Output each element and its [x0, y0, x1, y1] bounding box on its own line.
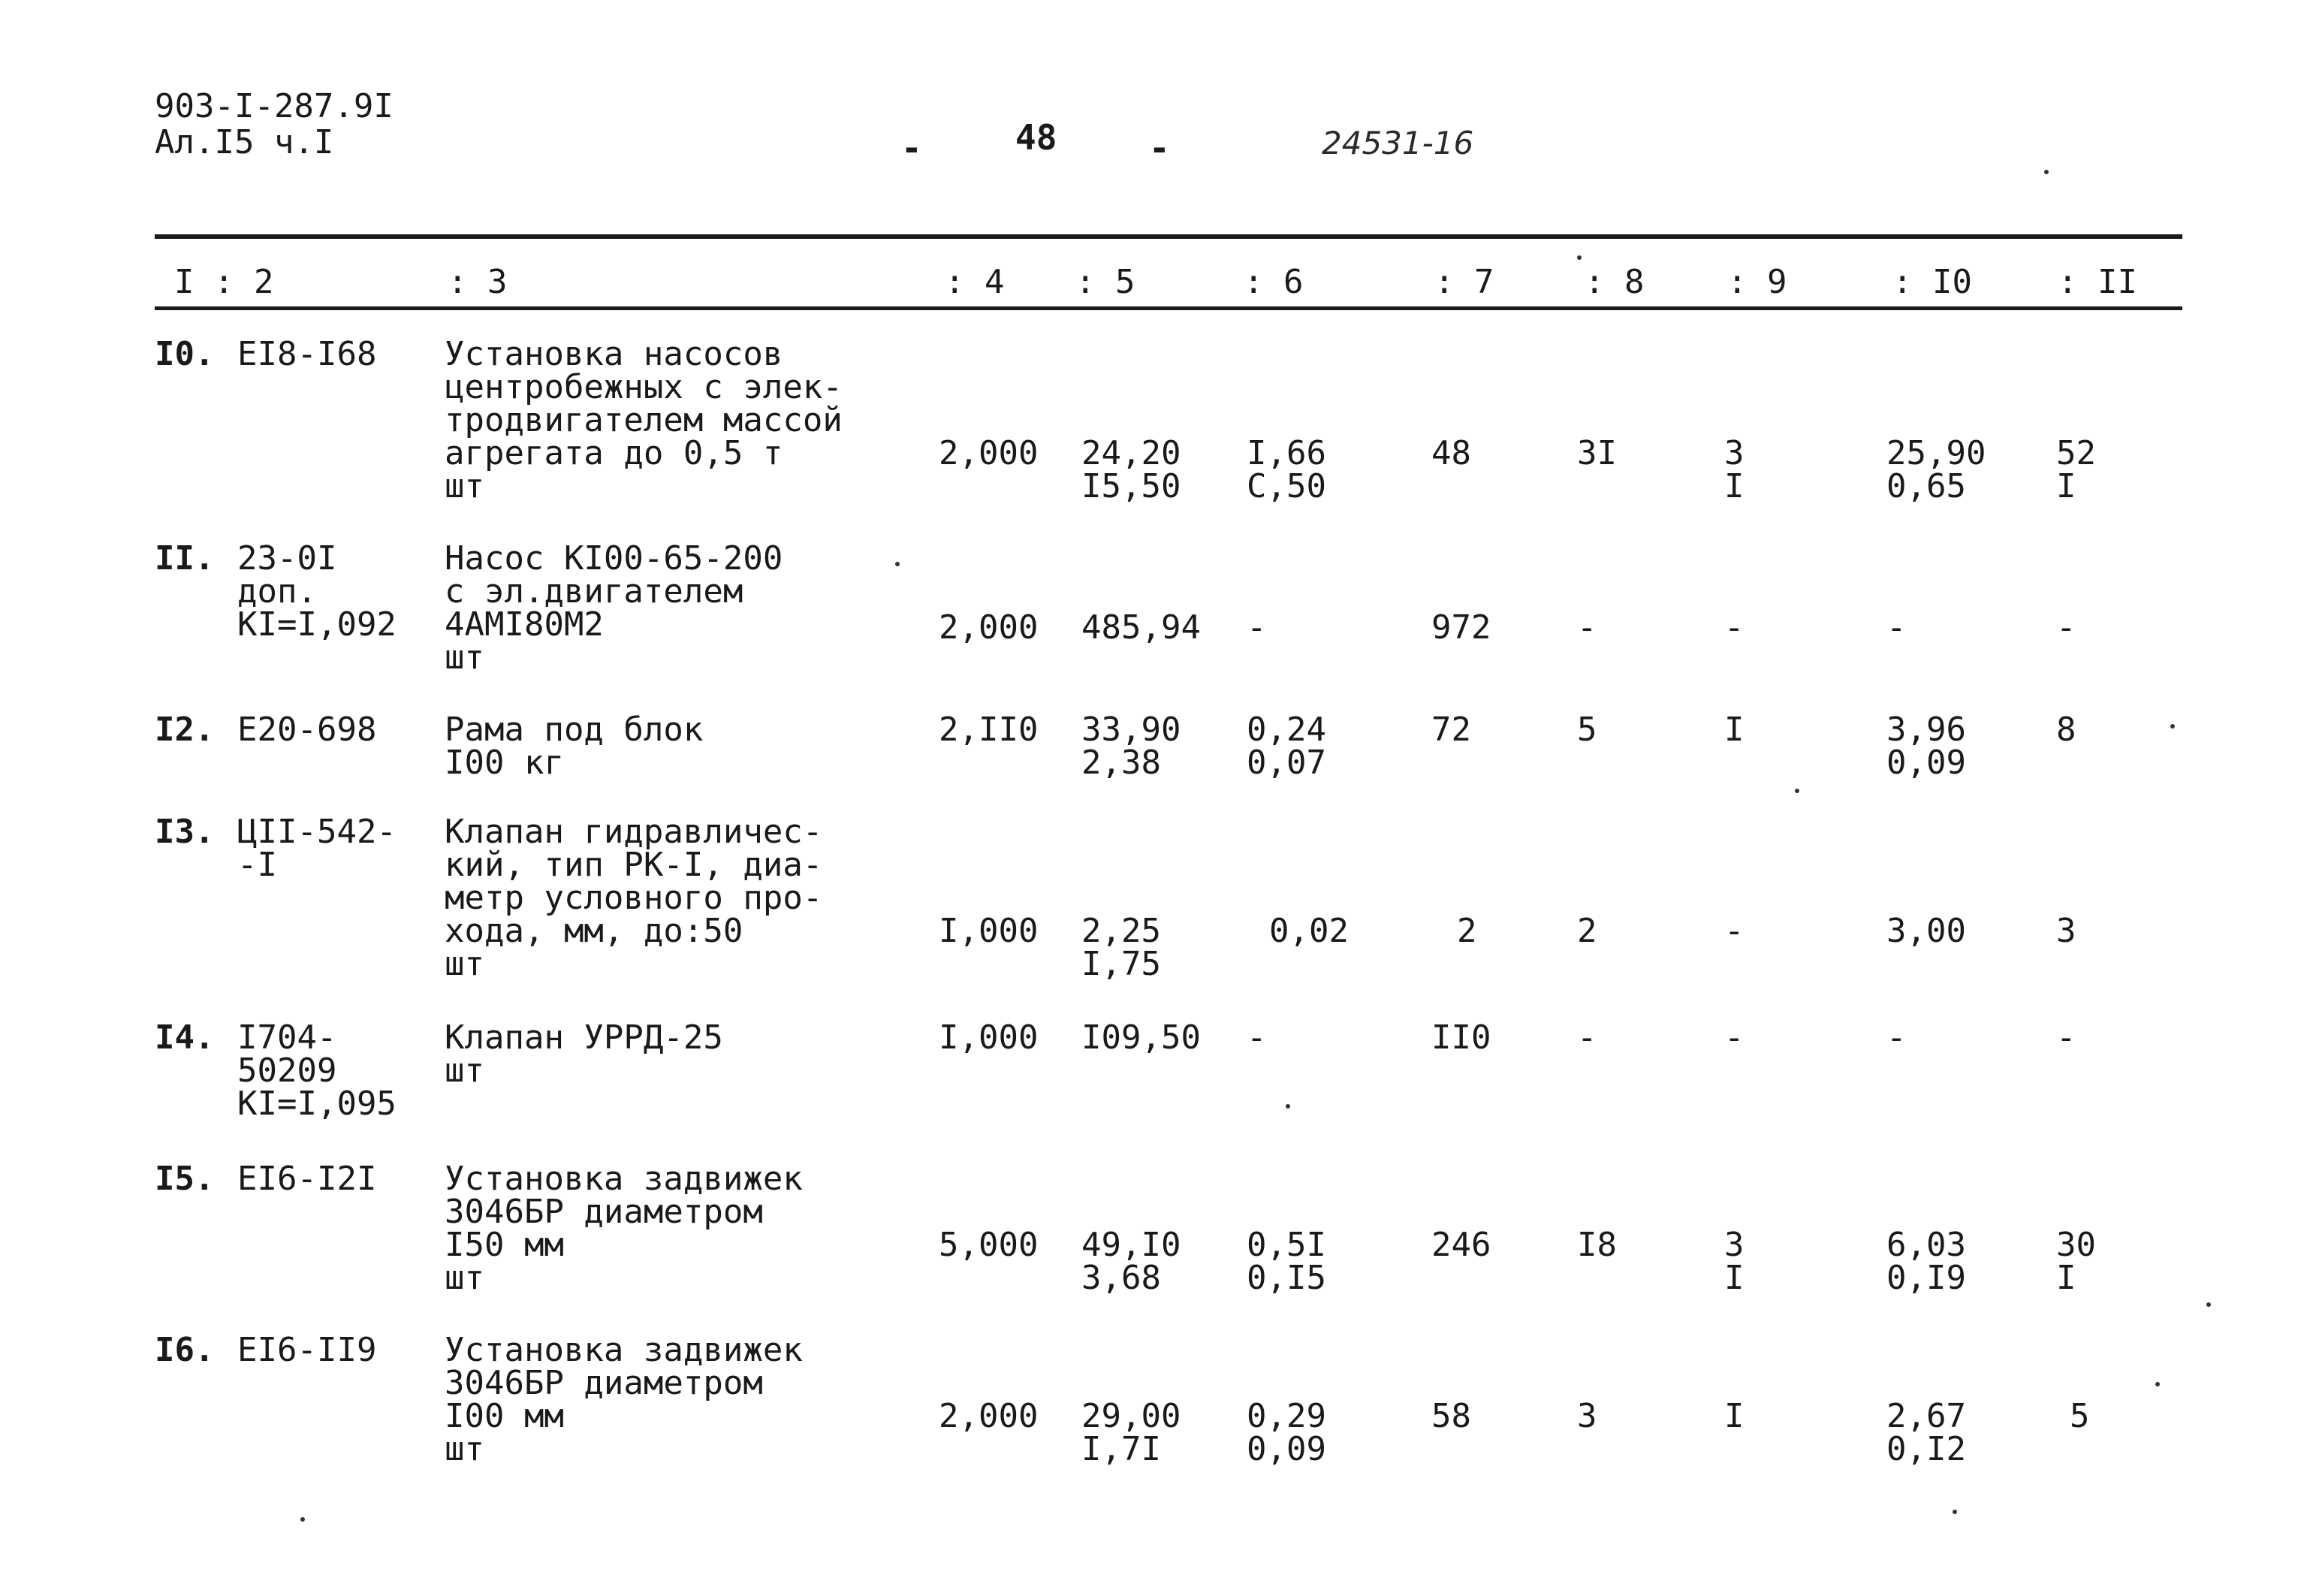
scan-speck: [2206, 1302, 2211, 1307]
col-10-value: -: [1886, 608, 1907, 647]
unit-cost: 485,94: [1081, 608, 1201, 647]
col-6-value: 0,24 0,07: [1247, 711, 1326, 782]
column-header-8: : 8: [1585, 263, 1645, 301]
col-8-value: I8: [1577, 1226, 1617, 1264]
row-number: I0.: [155, 335, 215, 373]
page-number-dash-right: -: [1149, 128, 1170, 168]
work-description: Установка насосов центробежных с элек- тродвигателем массой агрегата до 0,5 т шт: [445, 335, 843, 505]
scan-speck: [1795, 789, 1799, 793]
unit-cost: 29,00 I,7I: [1081, 1397, 1181, 1468]
scan-speck: [2155, 1382, 2160, 1386]
column-header-11: : II: [2058, 263, 2137, 301]
row-number: I3.: [155, 813, 215, 851]
document-reference-line1: 903-I-287.9I: [155, 87, 394, 125]
unit-cost: 49,I0 3,68: [1081, 1226, 1181, 1297]
col-7-value: 72: [1431, 711, 1471, 749]
scan-speck: [895, 562, 900, 566]
col-6-value: 0,02: [1269, 912, 1349, 950]
unit-cost: 33,90 2,38: [1081, 711, 1181, 782]
col-7-value: 972: [1431, 608, 1491, 647]
rate-code: ЕI6-II9: [237, 1331, 377, 1369]
scan-speck: [300, 1517, 305, 1522]
rate-code: ЕI6-I2I: [237, 1160, 377, 1198]
scan-speck: [2044, 170, 2049, 174]
col-11-value: 30 I: [2056, 1226, 2096, 1297]
col-6-value: -: [1247, 608, 1267, 647]
table-top-rule: [155, 234, 2182, 239]
rate-code: I704- 50209 КI=I,095: [237, 1018, 397, 1123]
col-11-value: 8: [2056, 711, 2076, 749]
handwritten-inventory-code: 24531-16: [1322, 125, 1474, 161]
col-8-value: 3: [1577, 1397, 1597, 1435]
row-number: II.: [155, 539, 215, 578]
column-header-7: : 7: [1434, 263, 1494, 301]
col-9-value: 3 I: [1724, 1226, 1745, 1297]
col-11-value: -: [2056, 608, 2076, 647]
column-header-1-2: I : 2: [174, 263, 274, 301]
quantity: 2,II0: [939, 711, 1039, 749]
col-9-value: I: [1724, 711, 1745, 749]
col-11-value: -: [2056, 1018, 2076, 1057]
row-number: I2.: [155, 711, 215, 749]
page-number: 48: [1015, 117, 1057, 158]
scan-speck: [1953, 1510, 1957, 1514]
quantity: 2,000: [939, 608, 1039, 647]
quantity: 2,000: [939, 1397, 1039, 1435]
col-9-value: 3 I: [1724, 434, 1745, 505]
column-header-4: : 4: [945, 263, 1005, 301]
col-11-value: 3: [2056, 912, 2076, 950]
work-description: Рама под блок I00 кг: [445, 711, 704, 782]
col-9-value: -: [1724, 1018, 1745, 1057]
col-7-value: 2: [1457, 912, 1477, 950]
col-10-value: 3,96 0,09: [1886, 711, 1966, 782]
col-9-value: -: [1724, 912, 1745, 950]
col-10-value: 3,00: [1886, 912, 1966, 950]
scan-speck: [1577, 255, 1582, 260]
col-6-value: I,66 С,50: [1247, 434, 1326, 505]
col-10-value: 6,03 0,I9: [1886, 1226, 1966, 1297]
page-number-dash-left: -: [901, 128, 922, 168]
col-10-value: 25,90 0,65: [1886, 434, 1986, 505]
scan-speck: [1286, 1104, 1290, 1109]
document-reference-line2: Ал.I5 ч.I: [155, 123, 334, 161]
col-7-value: 48: [1431, 434, 1471, 472]
rate-code: 23-0I доп. КI=I,092: [237, 539, 397, 644]
col-7-value: II0: [1431, 1018, 1491, 1057]
work-description: Установка задвижек 3046БР диаметром I50 мм шт: [445, 1160, 803, 1297]
work-description: Насос КI00-65-200 с эл.двигателем 4АМI80М2 шт: [445, 539, 783, 677]
row-number: I4.: [155, 1018, 215, 1057]
quantity: I,000: [939, 912, 1039, 950]
unit-cost: 2,25 I,75: [1081, 912, 1161, 983]
rate-code: Е20-698: [237, 711, 377, 749]
column-header-9: : 9: [1727, 263, 1787, 301]
col-6-value: 0,29 0,09: [1247, 1397, 1326, 1468]
rate-code: ЦII-542- -I: [237, 813, 397, 884]
scan-speck: [2170, 724, 2175, 729]
col-11-value: 5: [2070, 1397, 2090, 1435]
column-header-5: : 5: [1075, 263, 1135, 301]
col-9-value: I: [1724, 1397, 1745, 1435]
table-header-rule: [155, 306, 2182, 310]
col-7-value: 246: [1431, 1226, 1491, 1264]
quantity: I,000: [939, 1018, 1039, 1057]
work-description: Установка задвижек 3046БР диаметром I00 мм шт: [445, 1331, 803, 1468]
col-8-value: -: [1577, 1018, 1597, 1057]
quantity: 2,000: [939, 434, 1039, 472]
unit-cost: I09,50: [1081, 1018, 1201, 1057]
column-header-6: : 6: [1244, 263, 1304, 301]
work-description: Клапан гидравличес- кий, тип РК-I, диа- метр условного про- хода, мм, до:50 шт: [445, 813, 823, 983]
col-8-value: 3I: [1577, 434, 1617, 472]
column-header-3: : 3: [448, 263, 508, 301]
col-10-value: -: [1886, 1018, 1907, 1057]
quantity: 5,000: [939, 1226, 1039, 1264]
col-9-value: -: [1724, 608, 1745, 647]
col-8-value: 2: [1577, 912, 1597, 950]
col-8-value: 5: [1577, 711, 1597, 749]
row-number: I6.: [155, 1331, 215, 1369]
unit-cost: 24,20 I5,50: [1081, 434, 1181, 505]
rate-code: EI8-I68: [237, 335, 377, 373]
col-6-value: 0,5I 0,I5: [1247, 1226, 1326, 1297]
col-8-value: -: [1577, 608, 1597, 647]
col-11-value: 52 I: [2056, 434, 2096, 505]
column-header-10: : I0: [1892, 263, 1972, 301]
col-7-value: 58: [1431, 1397, 1471, 1435]
col-10-value: 2,67 0,I2: [1886, 1397, 1966, 1468]
col-6-value: -: [1247, 1018, 1267, 1057]
row-number: I5.: [155, 1160, 215, 1198]
work-description: Клапан УРРД-25 шт: [445, 1018, 723, 1090]
